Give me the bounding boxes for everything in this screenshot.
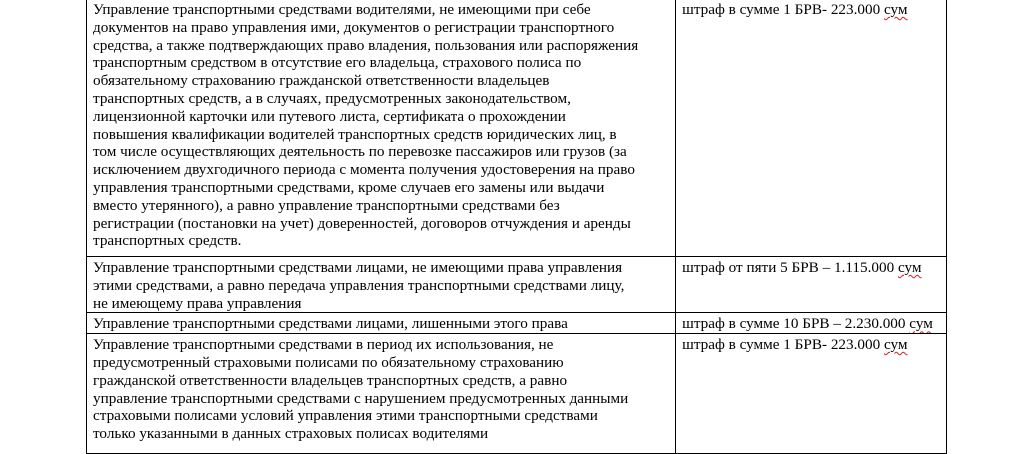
penalty-cell — [676, 0, 947, 257]
table-row — [87, 257, 947, 313]
penalty-text: штраф в сумме 1 БРВ- 223.000 — [682, 1, 884, 18]
penalty-text: штраф в сумме 1 БРВ- 223.000 — [682, 336, 884, 354]
currency-unit: сум — [883, 1, 908, 18]
penalty-cell — [676, 313, 947, 334]
offense-text: Управление транспортными средствами в период их использования, не предусмотренный страховыми полисами по обязательному страхованию гражданской ответственности владельцев транспортных средств, а равно управление транспортными средствами с нарушением предусмотренных данными страховыми полисами условий управления этими транспортными средствами только указанными в данных страховых полисах водителями — [93, 336, 629, 443]
penalties-table — [86, 0, 947, 454]
offense-text: Управление транспортными средствами лицами, не имеющими права управления этими средствами, а равно передача управления транспортными средствами лицу, не имеющему права управления — [93, 259, 625, 312]
penalty-cell — [676, 334, 947, 454]
currency-unit: сум — [883, 336, 908, 354]
table-row — [87, 313, 947, 334]
currency-unit: сум — [897, 259, 922, 276]
currency-unit: сум — [909, 315, 933, 333]
offense-cell — [87, 0, 676, 257]
offense-cell — [87, 313, 676, 334]
penalty-text: штраф в сумме 10 БРВ – 2.230.000 — [682, 315, 910, 333]
offense-text: Управление транспортными средствами водителями, не имеющими при себе документов на право управления ими, документов о регистрации транспортного средства, а также подтверждающих право владения, пользования или распоряжения транспортным средством в отсутствие его владельца, страхового полиса по обязательному страхованию гражданской ответственности владельцев транспортных средств, а в случаях, предусмотренных законодательством, лицензионной карточки или путевого листа, сертификата о прохождении повышения квалификации водителей транспортных средств юридических лиц, в том числе осуществляющих деятельность по перевозке пассажиров или грузов (за исключением двухгодичного периода с момента получения удостоверения на право управления транспортными средствами, кроме случаев его замены или выдачи вместо утерянного), а равно управление транспортными средствами без регистрации (постановки на учет) доверенностей, договоров отчуждения и аренды транспортных средств. — [93, 1, 639, 250]
penalty-cell — [676, 257, 947, 313]
offense-text: Управление транспортными средствами лицами, лишенными этого права — [93, 315, 568, 333]
table-row — [87, 0, 947, 257]
offense-cell — [87, 257, 676, 313]
table-row — [87, 334, 947, 454]
penalty-text: штраф от пяти 5 БРВ – 1.115.000 — [682, 259, 898, 276]
offense-cell — [87, 334, 676, 454]
